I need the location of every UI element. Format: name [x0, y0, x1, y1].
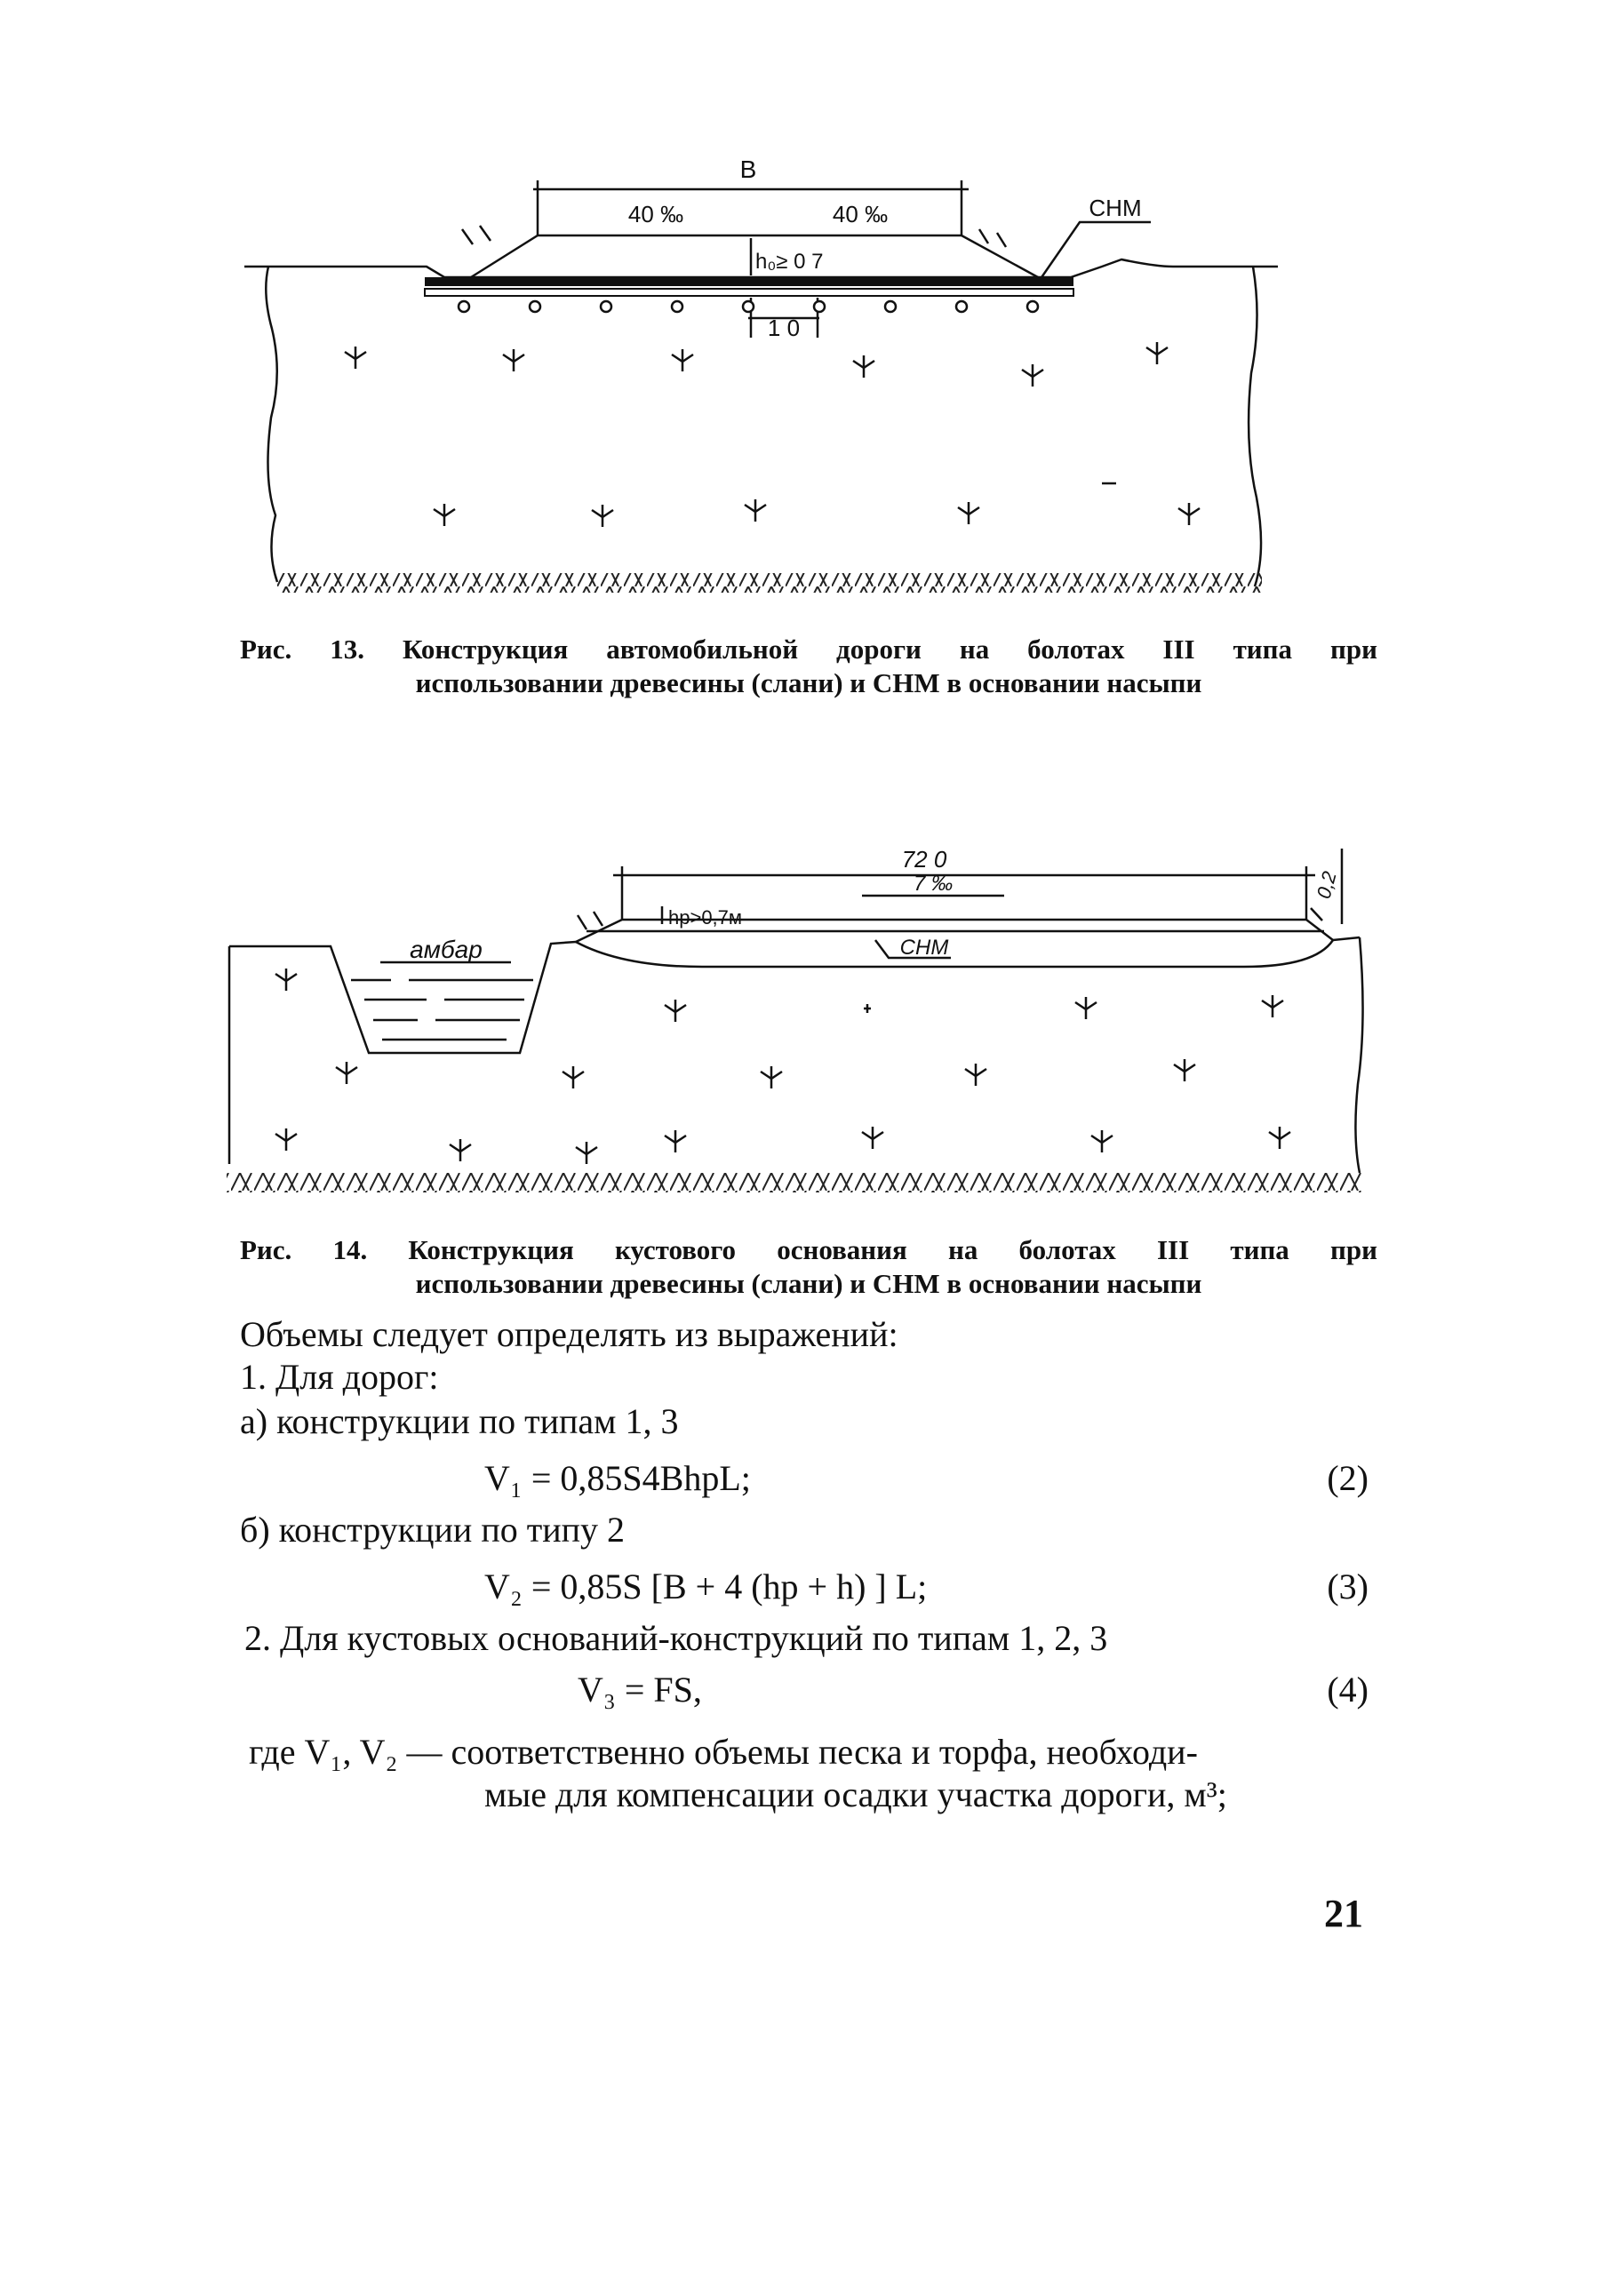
fig13-spacing-label: 1 0: [767, 315, 801, 341]
caption-word: автомобильной: [606, 634, 799, 665]
equation-2: V₁ = 0,85S4BhрL;: [484, 1458, 751, 1498]
caption-word: болотах: [1027, 634, 1125, 665]
caption-word: на: [959, 634, 990, 665]
equation-4-number: (4): [1327, 1670, 1369, 1710]
caption-word: Конструкция: [408, 1234, 574, 1265]
caption-word: типа: [1230, 1234, 1289, 1265]
figure-14-caption-line2: использовании древесины (слани) и СНМ в основании насыпи: [415, 1268, 1202, 1299]
caption-word: при: [1329, 634, 1377, 665]
caption-word: болотах: [1018, 1234, 1116, 1265]
caption-word: типа: [1233, 634, 1293, 665]
figure-13-caption-line2: использовании древесины (слани) и СНМ в основании насыпи: [415, 667, 1202, 698]
fig14-slope-label: 7 ‰: [913, 872, 954, 896]
fig13-slope-left-label: 40 ‰: [627, 201, 684, 227]
equation-4: V₃ = FS,: [578, 1670, 702, 1710]
fig13-width-label: В: [739, 155, 757, 183]
equation-3-number: (3): [1327, 1567, 1369, 1606]
caption-word: Рис.: [240, 634, 292, 665]
caption-word: дороги: [836, 634, 922, 665]
caption-word: основания: [777, 1234, 907, 1265]
where-line-2: мые для компенсации осадки участка дороги, м³;: [484, 1774, 1227, 1814]
equation-3: V₂ = 0,85S [B + 4 (hр + h) ] L;: [484, 1567, 928, 1606]
figure-14-caption: [240, 1233, 1377, 1301]
fig14-height-label: hр>0,7м: [668, 906, 743, 929]
fig13-slope-right-label: 40 ‰: [832, 201, 889, 227]
fig14-width-label: 72 0: [901, 846, 947, 873]
equation-2-number: (2): [1327, 1458, 1369, 1498]
where-line-1: где V₁, V₂ — соответственно объемы песка и торфа, необходи-: [249, 1732, 1198, 1772]
fig14-edge-label: 0,2: [1312, 869, 1341, 902]
list-item-types-1-3: а) конструкции по типам 1, 3: [240, 1401, 679, 1441]
fig13-height-label: h₀≥ 0 7: [755, 250, 824, 274]
caption-word: Рис.: [240, 1234, 292, 1265]
caption-word: III: [1156, 1234, 1190, 1265]
list-item-type-2: б) конструкции по типу 2: [240, 1510, 626, 1550]
list-item-pads: 2. Для кустовых оснований-конструкций по типам 1, 2, 3: [244, 1618, 1108, 1658]
page-number: 21: [1324, 1892, 1363, 1935]
caption-word: 14.: [332, 1234, 368, 1265]
caption-word: 13.: [330, 634, 365, 665]
caption-word: при: [1329, 1234, 1377, 1265]
caption-word: III: [1162, 634, 1195, 665]
intro-text: Объемы следует определять из выражений:: [240, 1314, 898, 1354]
caption-word: на: [947, 1234, 978, 1265]
fig14-geotextile-label: СНМ: [899, 936, 949, 960]
caption-word: кустового: [614, 1234, 737, 1265]
list-item-roads: 1. Для дорог:: [240, 1357, 439, 1397]
fig14-pit-label: амбар: [410, 936, 483, 963]
caption-word: Конструкция: [402, 634, 569, 665]
fig13-geotextile-label: СНМ: [1089, 195, 1142, 221]
figure-14-caption-line1: [240, 1233, 1377, 1267]
